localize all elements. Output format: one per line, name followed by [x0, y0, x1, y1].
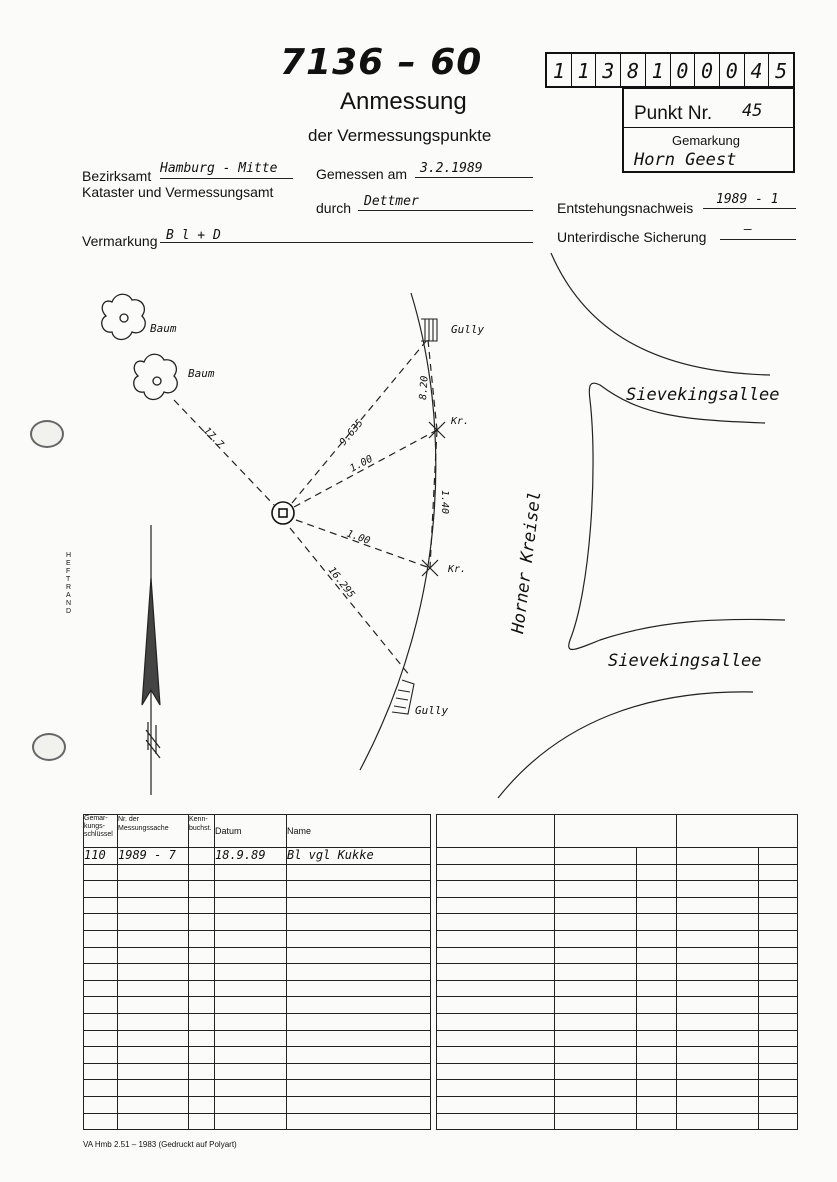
- tree-2: [134, 354, 178, 399]
- table-cell: [215, 1096, 287, 1113]
- table-cell: [677, 1030, 759, 1047]
- ledger-right: [436, 814, 798, 1130]
- table-cell: [189, 1113, 215, 1130]
- unterirdisch-label: Unterirdische Sicherung: [557, 229, 707, 245]
- kr-bottom-label: Kr.: [448, 564, 467, 575]
- table-cell: [437, 1047, 555, 1064]
- table-row: [84, 964, 431, 981]
- table-cell: [287, 914, 431, 931]
- table-row: [84, 914, 431, 931]
- table-cell: [287, 1030, 431, 1047]
- table-row: [84, 997, 431, 1014]
- table-row: [437, 1030, 798, 1047]
- file-number: 7136 – 60: [280, 42, 483, 83]
- table-row: [437, 897, 798, 914]
- table-cell: [759, 1013, 798, 1030]
- table-cell: [84, 980, 118, 997]
- table-cell: [555, 1096, 637, 1113]
- table-cell: [287, 1063, 431, 1080]
- street-vertical-label: Horner Kreisel: [508, 489, 546, 635]
- table-cell: [215, 1013, 287, 1030]
- table-cell: [189, 897, 215, 914]
- table-cell: [759, 930, 798, 947]
- ray-gully-bottom: [290, 528, 410, 676]
- unterirdisch-value: —: [744, 222, 752, 237]
- dist-tree-label: 17.7: [200, 425, 226, 451]
- street-curve-middle: [569, 383, 785, 649]
- table-cell: [437, 864, 555, 881]
- heftrand-label: HEFTRAND: [66, 552, 72, 615]
- page-subtitle: der Vermessungspunkte: [308, 126, 492, 145]
- ledger-header-name: Name: [287, 815, 431, 848]
- table-cell: [677, 914, 759, 931]
- durch-label: durch: [316, 200, 352, 216]
- table-cell: [677, 930, 759, 947]
- table-cell: [118, 1096, 189, 1113]
- table-row: [437, 947, 798, 964]
- table-cell: [287, 964, 431, 981]
- table-cell: [555, 914, 637, 931]
- table-row: [437, 864, 798, 881]
- vermarkung-label: Vermarkung: [82, 233, 158, 249]
- table-cell: [118, 930, 189, 947]
- table-cell: [189, 848, 215, 865]
- durch-value: Dettmer: [364, 194, 419, 209]
- table-cell: [215, 1063, 287, 1080]
- table-cell: [84, 947, 118, 964]
- table-cell: [84, 930, 118, 947]
- table-row: [437, 848, 798, 865]
- table-cell: [437, 1013, 555, 1030]
- table-row: [84, 1013, 431, 1030]
- table-cell: [437, 881, 555, 898]
- punkt-value: 45: [742, 101, 763, 121]
- table-cell: [759, 914, 798, 931]
- table-cell: [118, 881, 189, 898]
- bezirksamt-label: Bezirksamt: [82, 168, 152, 184]
- table-row: [437, 964, 798, 981]
- point-digit: 0: [720, 54, 745, 86]
- table-cell: [555, 1013, 637, 1030]
- table-cell: [189, 964, 215, 981]
- entstehung-value: 1989 - 1: [716, 192, 779, 207]
- table-cell: [637, 848, 677, 865]
- table-cell: [84, 914, 118, 931]
- table-cell: [118, 1113, 189, 1130]
- table-cell: [287, 1080, 431, 1097]
- table-cell: [759, 1030, 798, 1047]
- street-curve-top: [551, 253, 770, 375]
- ledger-header-kenn: Kenn-buchst.: [189, 815, 215, 848]
- table-cell: [677, 1096, 759, 1113]
- table-cell: [287, 897, 431, 914]
- table-cell: [287, 930, 431, 947]
- dist-kr-bottom-label: 1.00: [344, 528, 372, 548]
- table-cell: [637, 864, 677, 881]
- dist-gully-top-label: 9.635: [337, 417, 366, 448]
- table-row: [84, 947, 431, 964]
- table-cell: [677, 964, 759, 981]
- table-cell: [759, 1080, 798, 1097]
- street-top-label: Sievekingsallee: [626, 385, 780, 405]
- point-digit: 0: [695, 54, 720, 86]
- table-cell: [677, 980, 759, 997]
- table-cell: [189, 1047, 215, 1064]
- table-cell: [759, 1096, 798, 1113]
- kataster-label: Kataster und Vermessungsamt: [82, 184, 274, 200]
- point-digit: 1: [646, 54, 671, 86]
- table-cell: [287, 1047, 431, 1064]
- table-cell: [189, 997, 215, 1014]
- table-cell: [637, 1113, 677, 1130]
- table-cell: [555, 947, 637, 964]
- ray-tree: [174, 400, 274, 505]
- table-cell: [215, 1030, 287, 1047]
- table-row: [84, 864, 431, 881]
- table-cell: [437, 1113, 555, 1130]
- ledger-right-header: [677, 815, 798, 848]
- table-row: [84, 1047, 431, 1064]
- table-cell: [555, 848, 637, 865]
- table-cell: [555, 930, 637, 947]
- table-cell: [437, 897, 555, 914]
- table-row: [84, 848, 431, 865]
- ledger-right-header: [555, 815, 677, 848]
- table-cell: [287, 1096, 431, 1113]
- dist-gully-bottom-label: 16.295: [325, 565, 357, 601]
- table-cell: [118, 947, 189, 964]
- table-cell: [189, 947, 215, 964]
- table-cell: [287, 1013, 431, 1030]
- table-cell: [637, 1030, 677, 1047]
- table-cell: [437, 1080, 555, 1097]
- point-digit: 4: [745, 54, 770, 86]
- table-cell: [677, 1063, 759, 1080]
- table-cell: [637, 1013, 677, 1030]
- table-cell: [84, 964, 118, 981]
- table-cell: [437, 1096, 555, 1113]
- table-cell: [118, 997, 189, 1014]
- bezirksamt-value: Hamburg - Mitte: [160, 161, 278, 176]
- table-cell: [215, 1113, 287, 1130]
- table-cell: [189, 1063, 215, 1080]
- table-row: [437, 881, 798, 898]
- table-cell: [189, 864, 215, 881]
- table-cell: [555, 864, 637, 881]
- table-row: [84, 1096, 431, 1113]
- table-cell: [555, 881, 637, 898]
- ledger-right-header: [437, 815, 555, 848]
- table-cell: [437, 947, 555, 964]
- table-cell: [555, 897, 637, 914]
- table-row: [84, 980, 431, 997]
- gemessen-value: 3.2.1989: [420, 161, 483, 176]
- street-bottom-label: Sievekingsallee: [608, 651, 762, 671]
- table-cell: [677, 1080, 759, 1097]
- table-cell: [215, 997, 287, 1014]
- table-cell: [437, 997, 555, 1014]
- table-row: [437, 1063, 798, 1080]
- table-cell: [437, 1063, 555, 1080]
- table-row: [84, 1113, 431, 1130]
- table-cell: [118, 980, 189, 997]
- table-cell: [287, 980, 431, 997]
- table-cell: [637, 997, 677, 1014]
- table-cell: [84, 997, 118, 1014]
- table-cell: [637, 1047, 677, 1064]
- table-cell: [118, 1063, 189, 1080]
- table-cell: [555, 1047, 637, 1064]
- kr-top-label: Kr.: [451, 416, 470, 427]
- ledger-header-datum: Datum: [215, 815, 287, 848]
- table-cell: [759, 1047, 798, 1064]
- ledger-left: [83, 814, 431, 1130]
- tree-1: [102, 294, 146, 339]
- table-cell: [215, 914, 287, 931]
- table-cell: [118, 914, 189, 931]
- table-cell: [189, 1013, 215, 1030]
- page-title: Anmessung: [340, 88, 467, 115]
- table-cell: [437, 980, 555, 997]
- table-cell: [215, 881, 287, 898]
- table-cell: [637, 897, 677, 914]
- ledger-header-gemarkung: Gemar-kungs-schlüssel: [84, 815, 118, 848]
- table-cell: [84, 881, 118, 898]
- table-cell: [677, 997, 759, 1014]
- table-cell: [118, 1013, 189, 1030]
- table-cell: [215, 980, 287, 997]
- point-digit: 0: [671, 54, 696, 86]
- table-cell: [215, 964, 287, 981]
- survey-point-marker: [272, 502, 294, 524]
- table-cell: [437, 914, 555, 931]
- table-cell: 18.9.89: [215, 848, 287, 865]
- table-cell: [637, 980, 677, 997]
- table-cell: [637, 947, 677, 964]
- table-row: [437, 980, 798, 997]
- table-cell: [84, 1047, 118, 1064]
- gemarkung-label: Gemarkung: [672, 133, 740, 148]
- table-cell: [189, 881, 215, 898]
- table-cell: [555, 980, 637, 997]
- table-cell: [637, 881, 677, 898]
- table-cell: [215, 1080, 287, 1097]
- gemarkung-value: Horn Geest: [634, 150, 737, 170]
- table-cell: [287, 881, 431, 898]
- table-cell: [637, 964, 677, 981]
- table-cell: [759, 964, 798, 981]
- table-row: [437, 930, 798, 947]
- point-digit: 5: [775, 59, 788, 83]
- table-row: [437, 1096, 798, 1113]
- table-cell: [677, 881, 759, 898]
- street-curve-bottom: [498, 692, 753, 798]
- table-cell: [215, 897, 287, 914]
- table-cell: [84, 1013, 118, 1030]
- table-row: [84, 1063, 431, 1080]
- table-cell: [677, 897, 759, 914]
- table-cell: [437, 964, 555, 981]
- table-cell: [759, 980, 798, 997]
- tree-2-label: Baum: [188, 367, 215, 380]
- table-cell: [677, 864, 759, 881]
- table-cell: [215, 864, 287, 881]
- table-cell: [215, 1047, 287, 1064]
- table-cell: [118, 1047, 189, 1064]
- vermarkung-value: B l + D: [166, 228, 221, 243]
- gully-symbol-bottom: [392, 680, 414, 714]
- table-cell: [759, 897, 798, 914]
- gully-top-label: Gully: [451, 323, 485, 336]
- table-cell: [189, 930, 215, 947]
- table-cell: [189, 1030, 215, 1047]
- point-digit: 3: [596, 54, 621, 86]
- gully-bottom-label: Gully: [415, 704, 449, 717]
- table-cell: [759, 997, 798, 1014]
- table-cell: 1989 - 7: [118, 848, 189, 865]
- table-cell: [555, 1030, 637, 1047]
- table-row: [84, 1080, 431, 1097]
- table-cell: [555, 997, 637, 1014]
- table-cell: [677, 1047, 759, 1064]
- north-arrow-icon: [142, 525, 160, 795]
- table-cell: [84, 897, 118, 914]
- table-cell: 110: [84, 848, 118, 865]
- table-cell: [437, 1030, 555, 1047]
- table-cell: [759, 864, 798, 881]
- table-cell: Bl vgl Kukke: [287, 848, 431, 865]
- table-cell: [84, 1113, 118, 1130]
- table-cell: [677, 1013, 759, 1030]
- table-cell: [555, 1063, 637, 1080]
- table-row: [437, 1013, 798, 1030]
- table-cell: [287, 947, 431, 964]
- footer-imprint: VA Hmb 2.51 – 1983 (Gedruckt auf Polyart): [83, 1140, 237, 1149]
- table-row: [437, 997, 798, 1014]
- table-cell: [189, 1096, 215, 1113]
- table-cell: [759, 1113, 798, 1130]
- dist-kr-kr-label: 1.40: [439, 490, 450, 515]
- punkt-label: Punkt Nr.: [634, 103, 713, 124]
- table-cell: [759, 947, 798, 964]
- table-cell: [189, 980, 215, 997]
- table-row: [84, 897, 431, 914]
- table-cell: [118, 1030, 189, 1047]
- ledger-header-nr: Nr. der Messungssache: [118, 815, 189, 848]
- table-cell: [215, 947, 287, 964]
- ray-kr-top: [294, 430, 437, 507]
- table-row: [437, 1080, 798, 1097]
- table-cell: [555, 1113, 637, 1130]
- point-digit: 8: [621, 54, 646, 86]
- table-cell: [84, 1080, 118, 1097]
- table-cell: [759, 848, 798, 865]
- table-cell: [677, 947, 759, 964]
- table-row: [84, 881, 431, 898]
- gemessen-label: Gemessen am: [316, 166, 408, 182]
- table-cell: [287, 864, 431, 881]
- table-cell: [637, 1063, 677, 1080]
- tree-1-label: Baum: [150, 322, 177, 335]
- table-cell: [118, 864, 189, 881]
- table-cell: [118, 1080, 189, 1097]
- table-cell: [677, 848, 759, 865]
- table-cell: [637, 914, 677, 931]
- entstehung-label: Entstehungsnachweis: [557, 200, 694, 216]
- table-cell: [215, 930, 287, 947]
- table-cell: [437, 930, 555, 947]
- table-cell: [84, 1096, 118, 1113]
- table-cell: [287, 1113, 431, 1130]
- table-cell: [118, 964, 189, 981]
- table-cell: [637, 1080, 677, 1097]
- dist-kr-top-label: 1.00: [348, 453, 375, 475]
- table-row: [84, 930, 431, 947]
- table-cell: [118, 897, 189, 914]
- table-cell: [637, 930, 677, 947]
- table-row: [437, 1113, 798, 1130]
- table-cell: [287, 997, 431, 1014]
- table-cell: [437, 848, 555, 865]
- table-cell: [759, 881, 798, 898]
- dist-gully-kr-label: 8.20: [418, 375, 431, 401]
- table-cell: [84, 1030, 118, 1047]
- table-cell: [555, 1080, 637, 1097]
- point-digit: 1: [572, 54, 597, 86]
- table-cell: [677, 1113, 759, 1130]
- table-row: [437, 1047, 798, 1064]
- point-digit: 1: [547, 54, 572, 86]
- table-cell: [189, 1080, 215, 1097]
- table-row: [84, 1030, 431, 1047]
- table-cell: [84, 1063, 118, 1080]
- table-cell: [189, 914, 215, 931]
- gully-symbol-top: [421, 319, 437, 341]
- table-row: [437, 914, 798, 931]
- table-cell: [637, 1096, 677, 1113]
- table-cell: [555, 964, 637, 981]
- table-cell: [84, 864, 118, 881]
- table-cell: [759, 1063, 798, 1080]
